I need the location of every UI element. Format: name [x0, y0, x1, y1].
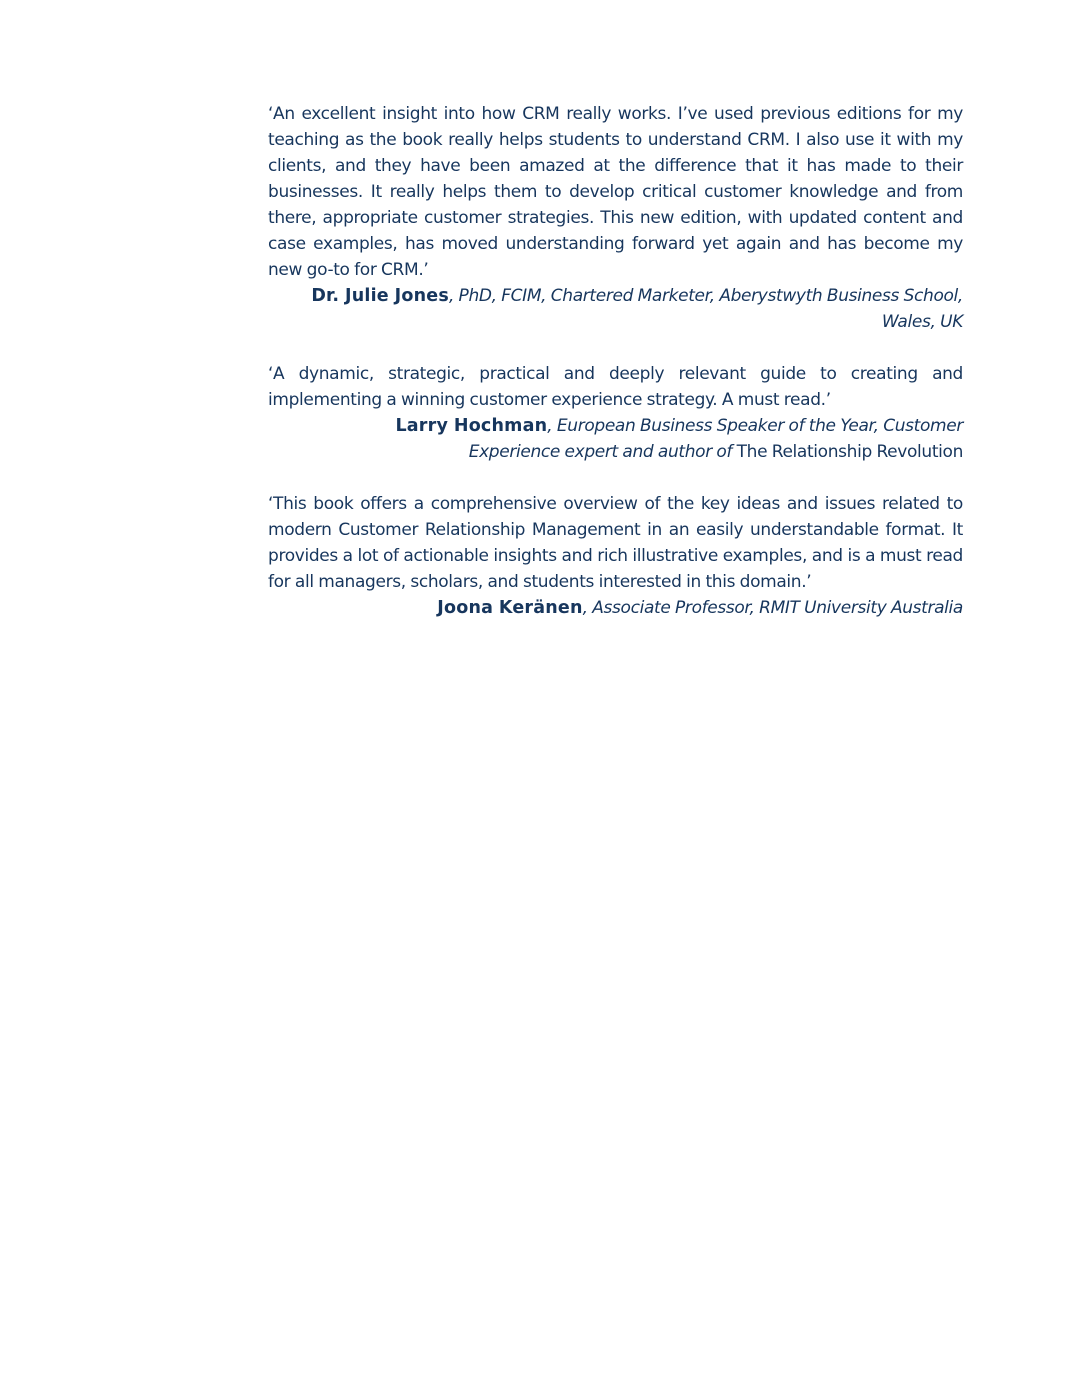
endorser-name: Dr. Julie Jones	[311, 286, 449, 306]
endorser-book-title: The Relationship Revolution	[736, 442, 963, 462]
endorsements-column	[268, 101, 963, 647]
endorser-role: PhD, FCIM, Chartered Marketer, Aberystwyth Business School, Wales, UK	[458, 286, 963, 332]
endorsement-joona-keranen	[268, 491, 963, 621]
endorsement-quote: ‘An excellent insight into how CRM really works. I’ve used previous editions for my teaching as the book really helps students to understand CRM. I also use it with my clients, and they have been amazed at the difference that it has made to their businesses. It really helps them to develop critical customer knowledge and from there, appropriate customer strategies. This new edition, with updated content and case examples, has moved understanding forward yet again and has become my new go-to for CRM.’	[268, 104, 963, 280]
endorsement-julie-jones	[268, 101, 963, 335]
endorser-role: Associate Professor, RMIT University Australia	[592, 598, 963, 618]
endorser-separator: ,	[547, 416, 557, 436]
endorsement-larry-hochman	[268, 361, 963, 465]
endorsement-attribution	[268, 413, 963, 465]
endorsement-attribution	[268, 595, 963, 621]
endorsement-attribution	[268, 283, 963, 335]
endorser-name: Larry Hochman	[395, 416, 548, 436]
endorser-role: European Business Speaker of the Year, Customer Experience expert and author of	[468, 416, 963, 462]
endorser-separator: ,	[582, 598, 593, 618]
endorsement-quote: ‘This book offers a comprehensive overview of the key ideas and issues related to modern Customer Relationship Management in an easily understandable format. It provides a lot of actionable insights and rich illustrative examples, and is a must read for all managers, scholars, and students interested in this domain.’	[268, 494, 963, 592]
endorser-separator: ,	[448, 286, 459, 306]
endorser-name: Joona Keränen	[437, 598, 583, 618]
endorsement-quote: ‘A dynamic, strategic, practical and deeply relevant guide to creating and implementing a winning customer experience strategy. A must read.’	[268, 364, 963, 410]
